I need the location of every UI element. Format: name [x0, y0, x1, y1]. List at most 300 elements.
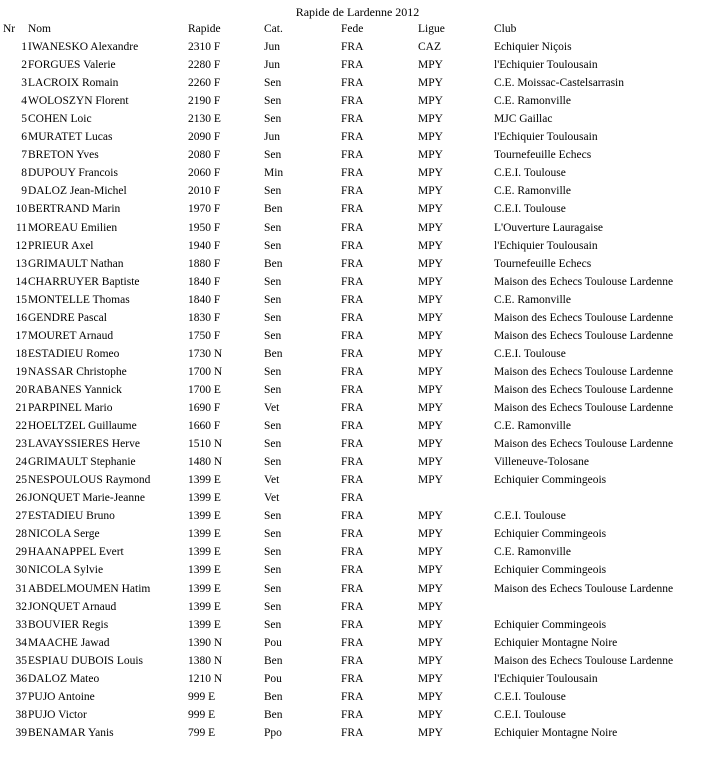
player-rating: 1830 F [188, 311, 221, 324]
player-name: PRIEUR Axel [28, 239, 94, 252]
player-name: PUJO Victor [28, 708, 87, 721]
player-category: Sen [264, 239, 282, 252]
player-club: Echiquier Commingeois [494, 618, 607, 631]
player-rating: 2190 F [188, 95, 221, 108]
player-category: Pou [264, 636, 282, 649]
table-row [0, 309, 715, 327]
player-club: Echiquier Montagne Noire [494, 636, 618, 649]
player-number: 21 [15, 402, 27, 414]
player-league: MPY [418, 456, 443, 469]
player-league: MPY [418, 347, 443, 360]
player-league: MPY [418, 438, 443, 451]
player-number: 1 [21, 41, 27, 53]
table-row [0, 164, 715, 182]
player-name: HAANAPPEL Evert [28, 546, 124, 559]
player-name: MOURET Arnaud [28, 329, 114, 342]
player-league: MPY [418, 383, 443, 396]
player-league: MPY [418, 654, 443, 667]
header-nr: Nr [3, 23, 16, 35]
player-category: Ben [264, 708, 283, 721]
table-row [0, 580, 715, 598]
player-number: 23 [15, 438, 27, 451]
player-rating: 2080 F [188, 149, 221, 162]
player-category: Sen [264, 185, 282, 198]
player-federation: FRA [341, 365, 364, 378]
table-row [0, 381, 715, 399]
player-league: MPY [418, 221, 443, 234]
player-rating: 1750 F [188, 329, 221, 342]
table-row [0, 128, 715, 146]
player-name: FORGUES Valerie [28, 59, 116, 72]
player-number: 20 [15, 383, 27, 396]
player-rating: 1390 N [188, 636, 223, 649]
player-federation: FRA [341, 510, 364, 523]
player-federation: FRA [341, 41, 364, 53]
player-club: C.E.I. Toulouse [494, 708, 566, 721]
player-league: CAZ [418, 41, 441, 53]
player-name: BENAMAR Yanis [28, 726, 114, 739]
player-rating: 2280 F [188, 59, 221, 72]
player-league: MPY [418, 329, 443, 342]
player-name: MOREAU Emilien [28, 221, 118, 234]
player-club: Maison des Echecs Toulouse Lardenne [494, 402, 674, 414]
player-number: 24 [15, 456, 27, 469]
player-club: Villeneuve-Tolosane [494, 456, 589, 469]
player-number: 29 [15, 546, 27, 559]
player-category: Ben [264, 203, 283, 216]
player-rating: 1950 F [188, 221, 221, 234]
player-name: BERTRAND Marin [28, 203, 121, 216]
player-name: GENDRE Pascal [28, 311, 107, 324]
table-row [0, 561, 715, 579]
player-number: 31 [15, 582, 27, 595]
player-league: MPY [418, 564, 443, 577]
player-league: MPY [418, 474, 443, 487]
table-header [0, 20, 715, 38]
player-league: MPY [418, 582, 443, 595]
player-category: Vet [264, 402, 280, 414]
player-category: Sen [264, 546, 282, 559]
player-number: 39 [15, 726, 27, 739]
player-club: C.E.I. Toulouse [494, 167, 566, 180]
player-name: WOLOSZYN Florent [28, 95, 129, 108]
table-row [0, 670, 715, 688]
player-club: Maison des Echecs Toulouse Lardenne [494, 275, 674, 288]
player-federation: FRA [341, 113, 364, 126]
player-category: Min [264, 167, 284, 180]
player-rating: 2060 F [188, 167, 221, 180]
player-rating: 1399 E [188, 582, 221, 595]
player-league: MPY [418, 546, 443, 559]
player-rating: 1700 N [188, 365, 223, 378]
player-category: Sen [264, 221, 282, 234]
player-league: MPY [418, 600, 443, 613]
player-category: Sen [264, 618, 282, 631]
player-league: MPY [418, 185, 443, 198]
player-number: 16 [15, 311, 27, 324]
player-number: 7 [21, 149, 27, 162]
player-federation: FRA [341, 257, 364, 270]
player-club: Maison des Echecs Toulouse Lardenne [494, 329, 674, 342]
player-league: MPY [418, 59, 443, 72]
player-category: Sen [264, 600, 282, 613]
player-category: Sen [264, 528, 282, 541]
table-row [0, 471, 715, 489]
player-rating: 1730 N [188, 347, 223, 360]
player-category: Pou [264, 672, 282, 685]
table-row [0, 616, 715, 634]
player-number: 19 [15, 365, 27, 378]
player-club: Tournefeuille Echecs [494, 257, 592, 270]
player-name: NICOLA Sylvie [28, 564, 104, 577]
table-row [0, 56, 715, 74]
player-federation: FRA [341, 203, 364, 216]
table-row [0, 219, 715, 237]
player-number: 5 [21, 113, 27, 126]
player-club: l'Echiquier Toulousain [494, 672, 598, 685]
player-club: C.E. Ramonville [494, 420, 571, 433]
player-league: MPY [418, 113, 443, 126]
player-name: BOUVIER Regis [28, 618, 109, 631]
player-name: DUPOUY Francois [28, 167, 118, 180]
player-category: Ben [264, 654, 283, 667]
player-club: Maison des Echecs Toulouse Lardenne [494, 383, 674, 396]
player-club: C.E.I. Toulouse [494, 510, 566, 523]
table-row [0, 92, 715, 110]
player-name: DALOZ Jean-Michel [28, 185, 127, 198]
player-club: l'Echiquier Toulousain [494, 239, 598, 252]
player-rating: 1399 E [188, 600, 221, 613]
player-category: Vet [264, 492, 280, 505]
player-federation: FRA [341, 456, 364, 469]
player-rating: 1210 N [188, 672, 223, 685]
table-row [0, 417, 715, 435]
table-row [0, 327, 715, 345]
table-row [0, 363, 715, 381]
player-federation: FRA [341, 420, 364, 433]
header-nom: Nom [28, 23, 51, 35]
table-row [0, 146, 715, 164]
player-league: MPY [418, 311, 443, 324]
player-name: ESPIAU DUBOIS Louis [28, 654, 144, 667]
player-category: Sen [264, 510, 282, 523]
player-name: ABDELMOUMEN Hatim [28, 582, 151, 595]
player-number: 18 [15, 347, 27, 360]
player-federation: FRA [341, 185, 364, 198]
player-federation: FRA [341, 402, 364, 414]
player-rating: 1399 E [188, 564, 221, 577]
player-number: 26 [15, 492, 27, 505]
player-rating: 999 E [188, 708, 216, 721]
table-row [0, 507, 715, 525]
table-row [0, 255, 715, 273]
player-club: C.E. Ramonville [494, 293, 571, 306]
player-name: DALOZ Mateo [28, 672, 100, 685]
player-rating: 1399 E [188, 474, 221, 487]
player-league: MPY [418, 95, 443, 108]
player-rating: 1660 F [188, 420, 221, 433]
player-federation: FRA [341, 95, 364, 108]
player-number: 4 [21, 95, 27, 108]
player-federation: FRA [341, 77, 364, 90]
player-league: MPY [418, 636, 443, 649]
player-league: MPY [418, 239, 443, 252]
player-club: Tournefeuille Echecs [494, 149, 592, 162]
player-number: 32 [15, 600, 27, 613]
player-club: Maison des Echecs Toulouse Lardenne [494, 438, 674, 451]
player-club: C.E.I. Toulouse [494, 347, 566, 360]
player-rating: 999 E [188, 690, 216, 703]
player-federation: FRA [341, 167, 364, 180]
player-category: Sen [264, 383, 282, 396]
player-league: MPY [418, 420, 443, 433]
player-category: Sen [264, 149, 282, 162]
player-club: Echiquier Niçois [494, 41, 572, 53]
table-row [0, 74, 715, 92]
table-row [0, 634, 715, 652]
player-federation: FRA [341, 329, 364, 342]
player-club: C.E. Ramonville [494, 185, 571, 198]
player-league: MPY [418, 131, 443, 144]
player-federation: FRA [341, 347, 364, 360]
player-league: MPY [418, 293, 443, 306]
player-category: Vet [264, 474, 280, 487]
player-category: Sen [264, 420, 282, 433]
player-rating: 1690 F [188, 402, 221, 414]
player-category: Sen [264, 438, 282, 451]
table-row [0, 38, 715, 56]
player-number: 3 [21, 77, 27, 90]
player-number: 22 [15, 420, 27, 433]
table-row [0, 706, 715, 724]
player-federation: FRA [341, 383, 364, 396]
player-rating: 1700 E [188, 383, 221, 396]
player-category: Sen [264, 365, 282, 378]
player-name: GRIMAULT Stephanie [28, 456, 136, 469]
player-federation: FRA [341, 59, 364, 72]
player-federation: FRA [341, 546, 364, 559]
player-rating: 1510 N [188, 438, 223, 451]
player-rating: 2260 F [188, 77, 221, 90]
player-league: MPY [418, 672, 443, 685]
player-federation: FRA [341, 708, 364, 721]
table-row [0, 489, 715, 507]
player-league: MPY [418, 528, 443, 541]
table-row [0, 237, 715, 255]
table-row [0, 724, 715, 742]
player-club: Maison des Echecs Toulouse Lardenne [494, 654, 674, 667]
player-federation: FRA [341, 221, 364, 234]
player-category: Sen [264, 113, 282, 126]
player-league: MPY [418, 149, 443, 162]
player-name: NASSAR Christophe [28, 365, 127, 378]
player-category: Sen [264, 564, 282, 577]
player-league: MPY [418, 510, 443, 523]
player-number: 27 [15, 510, 27, 523]
player-name: NICOLA Serge [28, 528, 100, 541]
player-name: COHEN Loic [28, 113, 92, 126]
player-number: 8 [21, 167, 27, 180]
player-federation: FRA [341, 293, 364, 306]
player-federation: FRA [341, 654, 364, 667]
player-rating: 1399 E [188, 546, 221, 559]
player-rating: 2090 F [188, 131, 221, 144]
player-club: Maison des Echecs Toulouse Lardenne [494, 311, 674, 324]
player-federation: FRA [341, 636, 364, 649]
player-club: C.E. Ramonville [494, 546, 571, 559]
player-federation: FRA [341, 275, 364, 288]
player-name: JONQUET Arnaud [28, 600, 117, 613]
player-number: 25 [15, 474, 27, 487]
player-number: 14 [15, 275, 27, 288]
player-federation: FRA [341, 672, 364, 685]
player-club: Echiquier Commingeois [494, 474, 607, 487]
table-row [0, 688, 715, 706]
header-club: Club [494, 23, 517, 35]
player-league: MPY [418, 365, 443, 378]
player-name: IWANESKO Alexandre [28, 41, 139, 53]
player-league: MPY [418, 257, 443, 270]
player-number: 37 [15, 690, 27, 703]
table-row [0, 399, 715, 417]
player-name: NESPOULOUS Raymond [28, 474, 151, 487]
player-league: MPY [418, 690, 443, 703]
player-category: Ben [264, 257, 283, 270]
player-club: Echiquier Commingeois [494, 528, 607, 541]
player-number: 13 [15, 257, 27, 270]
player-number: 10 [15, 203, 27, 216]
player-number: 36 [15, 672, 27, 685]
player-league: MPY [418, 275, 443, 288]
player-name: LACROIX Romain [28, 77, 119, 90]
player-name: BRETON Yves [28, 149, 99, 162]
player-category: Ben [264, 690, 283, 703]
player-rating: 799 E [188, 726, 216, 739]
player-name: MURATET Lucas [28, 131, 113, 144]
player-league: MPY [418, 618, 443, 631]
header-cat: Cat. [264, 23, 283, 35]
player-name: RABANES Yannick [28, 383, 122, 396]
player-number: 33 [15, 618, 27, 631]
player-club: Echiquier Commingeois [494, 564, 607, 577]
header-rapide: Rapide [188, 23, 221, 35]
player-federation: FRA [341, 149, 364, 162]
player-club: C.E.I. Toulouse [494, 690, 566, 703]
player-category: Sen [264, 293, 282, 306]
player-rating: 1399 E [188, 510, 221, 523]
player-category: Sen [264, 311, 282, 324]
player-federation: FRA [341, 690, 364, 703]
player-name: JONQUET Marie-Jeanne [28, 492, 145, 505]
player-club: Echiquier Montagne Noire [494, 726, 618, 739]
player-name: PARPINEL Mario [28, 402, 113, 414]
player-name: PUJO Antoine [28, 690, 95, 703]
player-federation: FRA [341, 528, 364, 541]
player-category: Sen [264, 95, 282, 108]
player-federation: FRA [341, 438, 364, 451]
player-federation: FRA [341, 564, 364, 577]
player-number: 35 [15, 654, 27, 667]
player-rating: 1399 E [188, 492, 221, 505]
player-federation: FRA [341, 311, 364, 324]
table-row [0, 435, 715, 453]
player-number: 12 [15, 239, 27, 252]
player-category: Jun [264, 131, 280, 144]
player-rating: 1840 F [188, 275, 221, 288]
player-club: Maison des Echecs Toulouse Lardenne [494, 582, 674, 595]
player-club: MJC Gaillac [494, 113, 553, 126]
table-row [0, 453, 715, 471]
player-category: Sen [264, 582, 282, 595]
player-number: 30 [15, 564, 27, 577]
player-club: l'Echiquier Toulousain [494, 59, 598, 72]
table-row [0, 200, 715, 218]
player-club: L'Ouverture Lauragaise [494, 221, 604, 234]
player-category: Ben [264, 347, 283, 360]
player-federation: FRA [341, 492, 364, 505]
player-rating: 1399 E [188, 528, 221, 541]
player-number: 9 [21, 185, 27, 198]
player-federation: FRA [341, 726, 364, 739]
player-number: 15 [15, 293, 27, 306]
player-category: Sen [264, 77, 282, 90]
table-row [0, 345, 715, 363]
player-number: 17 [15, 329, 27, 342]
player-number: 2 [21, 59, 27, 72]
table-row [0, 652, 715, 670]
player-league: MPY [418, 726, 443, 739]
table-row [0, 110, 715, 128]
player-club: C.E. Moissac-Castelsarrasin [494, 77, 624, 90]
player-name: LAVAYSSIERES Herve [28, 438, 140, 451]
player-rating: 1840 F [188, 293, 221, 306]
player-rating: 1970 F [188, 203, 221, 216]
player-rating: 2010 F [188, 185, 221, 198]
player-league: MPY [418, 402, 443, 414]
player-league: MPY [418, 167, 443, 180]
player-category: Jun [264, 41, 280, 53]
table-row [0, 291, 715, 309]
header-fede: Fede [341, 23, 364, 35]
player-rating: 1399 E [188, 618, 221, 631]
player-category: Ppo [264, 726, 282, 739]
player-rating: 1480 N [188, 456, 223, 469]
player-rating: 1880 F [188, 257, 221, 270]
player-federation: FRA [341, 582, 364, 595]
table-row [0, 543, 715, 561]
player-name: MAACHE Jawad [28, 636, 110, 649]
player-category: Sen [264, 329, 282, 342]
player-federation: FRA [341, 600, 364, 613]
player-category: Sen [264, 456, 282, 469]
player-name: CHARRUYER Baptiste [28, 275, 140, 288]
player-rating: 2130 E [188, 113, 221, 126]
player-club: C.E. Ramonville [494, 95, 571, 108]
player-rating: 2310 F [188, 41, 221, 53]
player-number: 28 [15, 528, 27, 541]
player-name: MONTELLE Thomas [28, 293, 130, 306]
player-league: MPY [418, 203, 443, 216]
player-name: HOELTZEL Guillaume [28, 420, 137, 433]
player-category: Jun [264, 59, 280, 72]
player-number: 38 [15, 708, 27, 721]
player-club: C.E.I. Toulouse [494, 203, 566, 216]
player-federation: FRA [341, 618, 364, 631]
player-number: 6 [21, 131, 27, 144]
player-club: Maison des Echecs Toulouse Lardenne [494, 365, 674, 378]
header-ligue: Ligue [418, 23, 445, 35]
player-federation: FRA [341, 131, 364, 144]
